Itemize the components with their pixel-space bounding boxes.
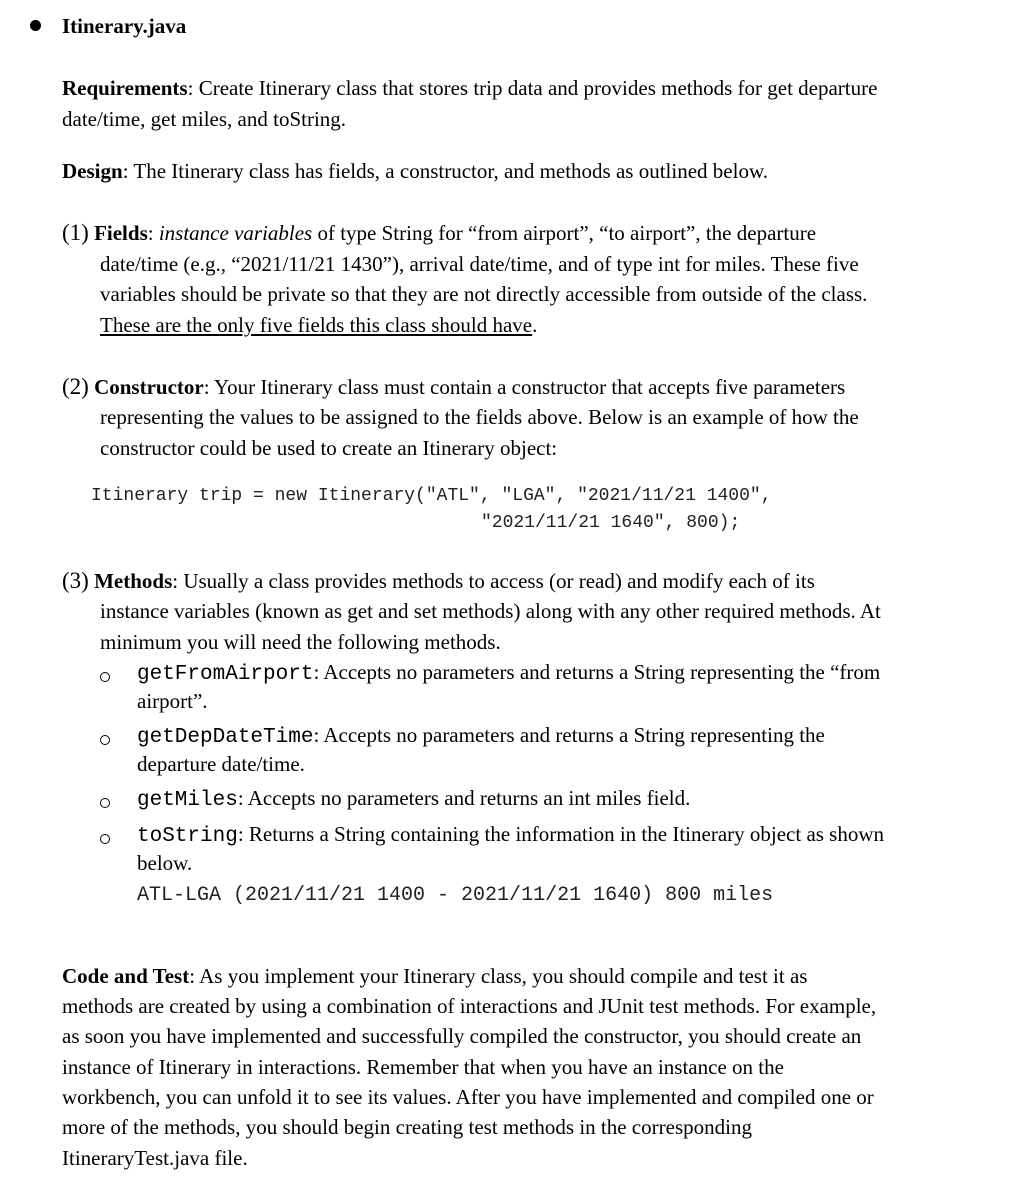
circle-bullet-icon: [100, 735, 110, 745]
fields-line-2: date/time (e.g., “2021/11/21 1430”), arrival date/time, and of type int for miles. These five: [100, 252, 859, 276]
design-label: Design: [62, 159, 123, 183]
method-item-cont: airport”.: [137, 689, 208, 713]
fields-line-4: These are the only five fields this class should have.: [100, 313, 538, 337]
design-paragraph: Design: The Itinerary class has fields, a constructor, and methods as outlined below.: [62, 159, 769, 183]
circle-bullet-icon: [100, 672, 110, 682]
constructor-line-2: representing the values to be assigned to the fields above. Below is an example of how the: [100, 405, 859, 429]
methods-line-2: instance variables (known as get and set methods) along with any other required methods. At: [100, 599, 881, 623]
page-title: Itinerary.java: [62, 14, 187, 38]
circle-bullet-icon: [100, 798, 110, 808]
constructor-label: Constructor: [94, 375, 204, 399]
bullet-icon: [30, 20, 41, 31]
requirements-label: Requirements: [62, 76, 188, 100]
method-item: toString: Returns a String containing the information in the Itinerary object as shown: [137, 822, 885, 848]
fields-line-1: (1) Fields: instance variables of type String for “from airport”, “to airport”, the departure: [62, 220, 817, 245]
code-line-2: "2021/11/21 1640", 800);: [481, 513, 741, 533]
constructor-line-3: constructor could be used to create an Itinerary object:: [100, 436, 558, 460]
method-item-cont: below.: [137, 851, 193, 875]
code-test-line: workbench, you can unfold it to see its values. After you have implemented and compiled one or: [62, 1085, 874, 1109]
circle-bullet-icon: [100, 834, 110, 844]
constructor-line-1: (2) Constructor: Your Itinerary class must contain a constructor that accepts five parameters: [62, 374, 846, 399]
requirements-line-1: Requirements: Create Itinerary class that stores trip data and provides methods for get departure: [62, 76, 878, 100]
fields-line-3: variables should be private so that they are not directly accessible from outside of the class.: [100, 282, 868, 306]
methods-line-1: (3) Methods: Usually a class provides methods to access (or read) and modify each of its: [62, 568, 815, 593]
code-test-line: instance of Itinerary in interactions. Remember that when you have an instance on the: [62, 1055, 784, 1079]
code-test-line: as soon you have implemented and successfully compiled the constructor, you should create an: [62, 1024, 862, 1048]
methods-line-3: minimum you will need the following methods.: [100, 630, 501, 654]
code-test-line: ItineraryTest.java file.: [62, 1146, 248, 1170]
code-test-label: Code and Test: [62, 964, 190, 988]
code-test-line-1: Code and Test: As you implement your Itinerary class, you should compile and test it as: [62, 964, 808, 988]
fields-label: Fields: [94, 221, 148, 245]
example-output: ATL-LGA (2021/11/21 1400 - 2021/11/21 1640) 800 miles: [137, 884, 774, 907]
code-test-line: more of the methods, you should begin creating test methods in the corresponding: [62, 1115, 752, 1139]
method-item: getMiles: Accepts no parameters and returns an int miles field.: [137, 786, 691, 812]
methods-label: Methods: [94, 569, 173, 593]
method-item-cont: departure date/time.: [137, 752, 305, 776]
requirements-line-2: date/time, get miles, and toString.: [62, 107, 347, 131]
code-test-line: methods are created by using a combination of interactions and JUnit test methods. For example,: [62, 994, 877, 1018]
method-item: getDepDateTime: Accepts no parameters and returns a String representing the: [137, 723, 825, 749]
code-line-1: Itinerary trip = new Itinerary("ATL", "LGA", "2021/11/21 1400",: [91, 486, 772, 506]
method-item: getFromAirport: Accepts no parameters and returns a String representing the “from: [137, 660, 881, 686]
